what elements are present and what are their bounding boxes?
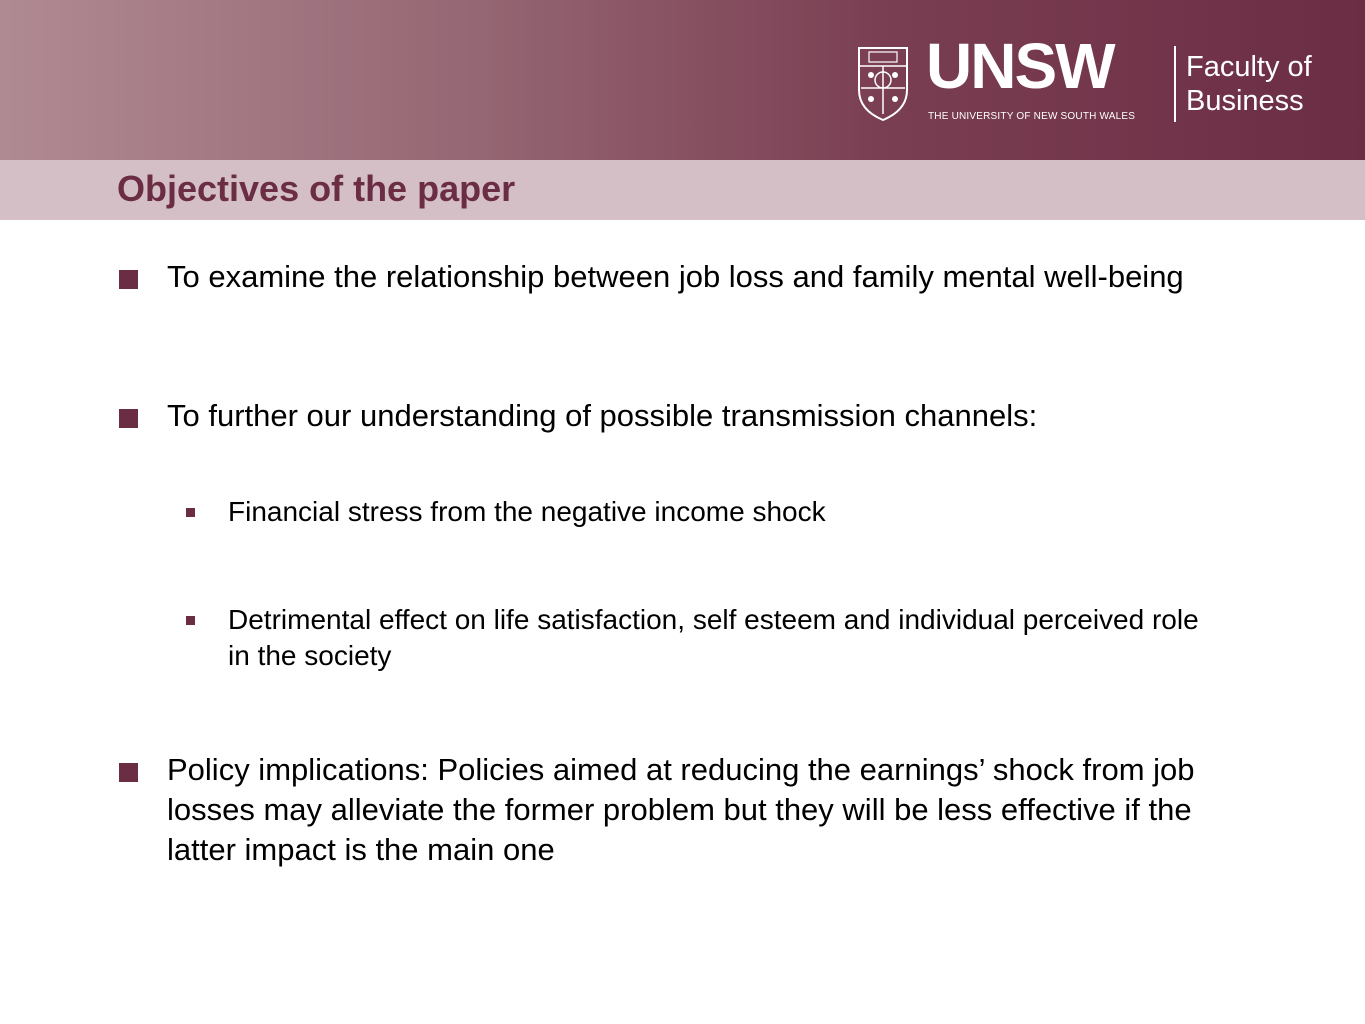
header-banner <box>0 0 1365 160</box>
sub-bullet-text: Detrimental effect on life satisfaction, self esteem and individual perceived role in the society <box>228 604 1199 671</box>
small-square-bullet-icon <box>186 508 195 517</box>
bullet-item <box>167 398 1267 434</box>
bullet-item <box>167 259 1247 295</box>
bullet-text: To further our understanding of possible transmission channels: <box>167 398 1038 433</box>
unsw-wordmark: UNSW <box>926 30 1114 102</box>
bullet-text: Policy implications: Policies aimed at reducing the earnings’ shock from job losses may alleviate the former problem but they will be less effective if the latter impact is the main one <box>167 752 1195 867</box>
university-name: THE UNIVERSITY OF NEW SOUTH WALES <box>928 111 1136 122</box>
logo-divider <box>1174 46 1176 122</box>
square-bullet-icon <box>119 409 138 428</box>
faculty-line-2: Business <box>1186 85 1304 117</box>
bullet-text: To examine the relationship between job loss and family mental well-being <box>167 259 1184 294</box>
small-square-bullet-icon <box>186 616 195 625</box>
faculty-line-1: Faculty of <box>1186 51 1312 83</box>
bullet-item <box>167 750 1247 870</box>
square-bullet-icon <box>119 763 138 782</box>
faculty-name <box>1186 50 1312 118</box>
square-bullet-icon <box>119 270 138 289</box>
sub-bullet-item <box>228 494 1228 530</box>
unsw-crest-icon <box>856 44 910 124</box>
sub-bullet-text: Financial stress from the negative income shock <box>228 496 826 527</box>
slide-title: Objectives of the paper <box>117 168 516 209</box>
sub-bullet-item <box>228 602 1228 674</box>
